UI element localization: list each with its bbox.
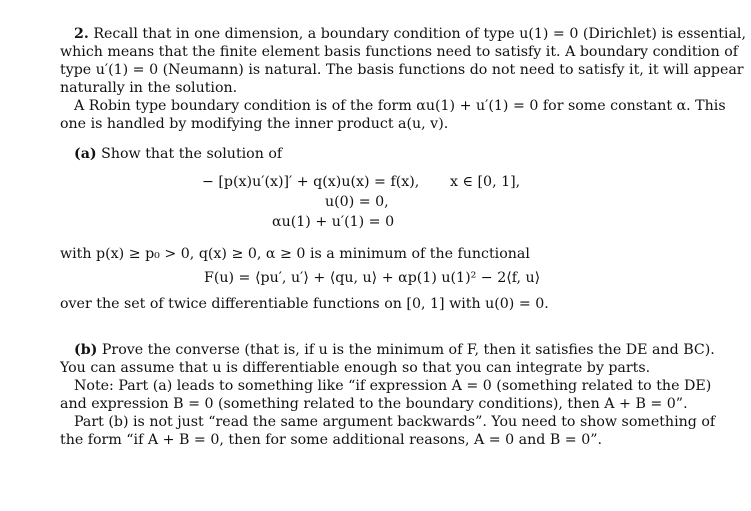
functional-equation: F(u) = ⟨pu′, u′⟩ + ⟨qu, u⟩ + αp(1) u(1)² − 2⟨f, u⟩: [204, 270, 541, 286]
part-b-line-2: You can assume that u is differentiable enough so that you can integrate by parts.: [60, 360, 651, 376]
equation-domain: x ∈ [0, 1],: [450, 174, 521, 190]
note-line-3: Part (b) is not just “read the same argument backwards”. You need to show something of: [74, 414, 716, 430]
intro-line-4: naturally in the solution.: [60, 80, 238, 96]
note-line-2: and expression B = 0 (something related to the boundary conditions), then A + B = 0”.: [60, 396, 688, 412]
equation-bc-right: αu(1) + u′(1) = 0: [272, 214, 395, 230]
note-line-1: Note: Part (a) leads to something like “if expression A = 0 (something related to the DE): [74, 378, 712, 394]
intro-line-2: which means that the finite element basis functions need to satisfy it. A boundary condition of: [60, 44, 739, 60]
domain-line: over the set of twice differentiable functions on [0, 1] with u(0) = 0.: [60, 296, 549, 312]
part-b-line-1: (b) Prove the converse (that is, if u is the minimum of F, then it satisfies the DE and BC).: [74, 342, 715, 358]
conditions-line: with p(x) ≥ p₀ > 0, q(x) ≥ 0, α ≥ 0 is a minimum of the functional: [60, 246, 530, 262]
part-a-prompt: Show that the solution of: [101, 146, 283, 162]
equation-de: − [p(x)u′(x)]′ + q(x)u(x) = f(x),: [202, 174, 420, 190]
equation-bc-left: u(0) = 0,: [325, 194, 389, 210]
intro-line-1: 2. Recall that in one dimension, a boundary condition of type u(1) = 0 (Dirichlet) is essential,: [74, 26, 746, 42]
part-b-label: (b): [74, 342, 98, 358]
part-a-label: (a): [74, 146, 97, 162]
intro-line-3: type u′(1) = 0 (Neumann) is natural. The basis functions do not need to satisfy it, it will appear: [60, 62, 744, 78]
problem-number: 2.: [74, 26, 89, 42]
robin-line-2: one is handled by modifying the inner product a(u, v).: [60, 116, 449, 132]
part-a-heading: [74, 146, 282, 163]
note-line-4: the form “if A + B = 0, then for some additional reasons, A = 0 and B = 0”.: [60, 432, 602, 448]
robin-line-1: A Robin type boundary condition is of the form αu(1) + u′(1) = 0 for some constant α. This: [74, 98, 726, 114]
